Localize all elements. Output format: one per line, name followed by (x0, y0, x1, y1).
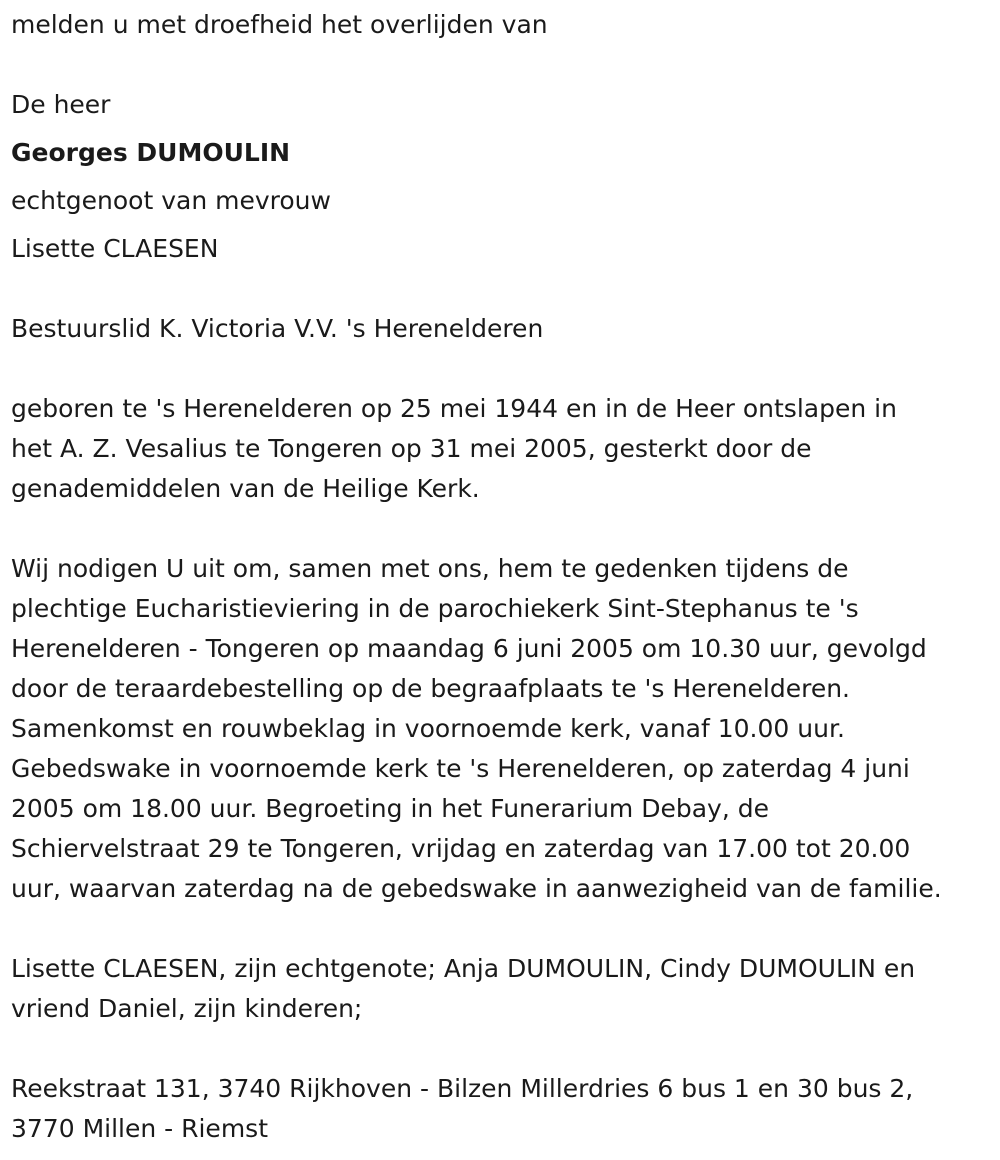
invitation-line: 2005 om 18.00 uur. Begroeting in het Funerarium Debay, de (11, 794, 769, 823)
deceased-name: Georges DUMOULIN (11, 138, 291, 167)
spouse-intro: echtgenoot van mevrouw (11, 186, 331, 215)
address-line: 3770 Millen - Riemst (11, 1114, 268, 1143)
invitation-line: door de teraardebestelling op de begraafplaats te 's Herenelderen. (11, 674, 850, 703)
invitation-paragraph (11, 549, 942, 909)
title-prefix: De heer (11, 90, 111, 119)
birth-death-line: genademiddelen van de Heilige Kerk. (11, 474, 480, 503)
birth-death-line: het A. Z. Vesalius te Tongeren op 31 mei 2005, gesterkt door de (11, 434, 812, 463)
family-paragraph (11, 949, 915, 1029)
invitation-line: Wij nodigen U uit om, samen met ons, hem te gedenken tijdens de (11, 554, 849, 583)
family-line: vriend Daniel, zijn kinderen; (11, 994, 363, 1023)
family-line: Lisette CLAESEN, zijn echtgenote; Anja DUMOULIN, Cindy DUMOULIN en (11, 954, 916, 983)
invitation-line: Gebedswake in voornoemde kerk te 's Herenelderen, op zaterdag 4 juni (11, 754, 910, 783)
birth-death-line: geboren te 's Herenelderen op 25 mei 1944 en in de Heer ontslapen in (11, 394, 897, 423)
invitation-line: plechtige Eucharistieviering in de parochiekerk Sint-Stephanus te 's (11, 594, 859, 623)
role-text: Bestuurslid K. Victoria V.V. 's Herenelderen (11, 314, 544, 343)
invitation-line: Schiervelstraat 29 te Tongeren, vrijdag en zaterdag van 17.00 tot 20.00 (11, 834, 911, 863)
address-line: Reekstraat 131, 3740 Rijkhoven - Bilzen Millerdries 6 bus 1 en 30 bus 2, (11, 1074, 914, 1103)
intro-text: melden u met droefheid het overlijden van (11, 10, 548, 39)
spouse-name: Lisette CLAESEN (11, 234, 219, 263)
invitation-line: Herenelderen - Tongeren op maandag 6 juni 2005 om 10.30 uur, gevolgd (11, 634, 927, 663)
birth-death-paragraph (11, 389, 897, 509)
invitation-line: Samenkomst en rouwbeklag in voornoemde kerk, vanaf 10.00 uur. (11, 714, 845, 743)
invitation-line: uur, waarvan zaterdag na de gebedswake in aanwezigheid van de familie. (11, 874, 942, 903)
address-paragraph (11, 1069, 913, 1149)
